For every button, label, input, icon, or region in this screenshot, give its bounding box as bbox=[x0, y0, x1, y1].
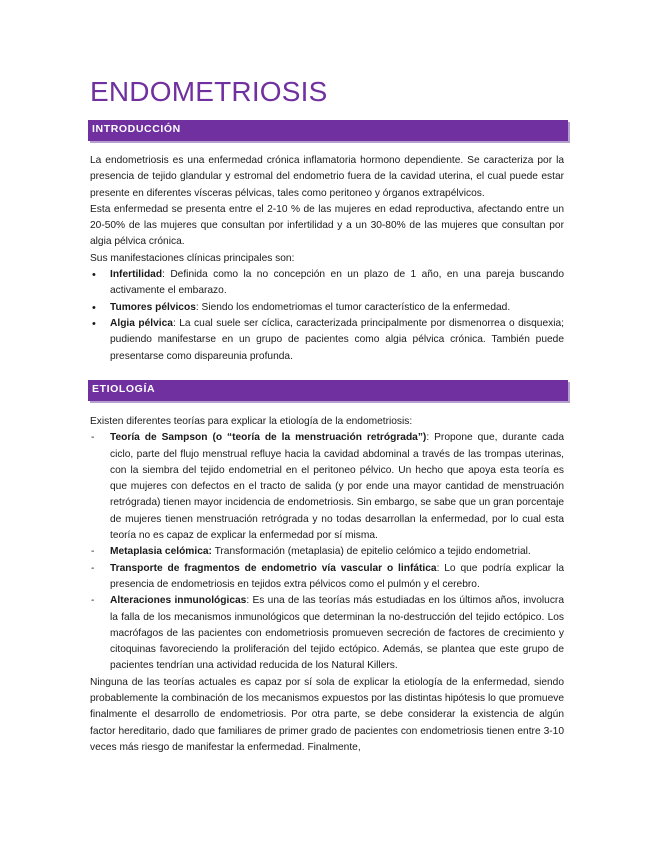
list-item-text: : La cual suele ser cíclica, caracterizada principalmente por dismenorrea o disquexia; pudiendo manifestarse en un grupo de pacientes como algia pélvica crónica. También puede presentarse como dispareunia profunda. bbox=[110, 317, 564, 362]
etiologia-paragraph-1: Existen diferentes teorías para explicar la etiología de la endometriosis: bbox=[90, 416, 413, 427]
list-item bbox=[90, 300, 564, 316]
section-heading-introduccion: INTRODUCCIÓN bbox=[88, 120, 568, 141]
list-item-text: Transformación (metaplasia) de epitelio celómico a tejido endometrial. bbox=[211, 546, 531, 558]
list-item bbox=[90, 316, 564, 365]
section-etiologia bbox=[90, 414, 564, 756]
list-item-term: Alteraciones inmunológicas bbox=[110, 595, 247, 607]
list-item bbox=[90, 430, 564, 544]
list-item-term: Algia pélvica bbox=[110, 317, 173, 329]
manifestations-list bbox=[90, 267, 564, 365]
list-item bbox=[90, 267, 564, 300]
list-item-term: Transporte de fragmentos de endometrio vía vascular o linfática bbox=[110, 562, 437, 574]
list-item-text: : Lo que podría explicar la presencia de endometriosis en tejidos extra pélvicos como el pulmón y el cerebro. bbox=[110, 562, 564, 590]
list-item-text: : Propone que, durante cada ciclo, parte del flujo menstrual refluye hacia la cavidad abdominal a través de las trompas uterinas, con la siembra del tejido endometrial en el peritoneo pélvico. Un hecho que apoya esta teoría es que mujeres con defectos en el tracto de salida (y por ende una mayor cantidad de menstruación retrógrada) tienen mayor incidencia de endometriosis. Sin embargo, se sabe que un gran porcentaje de mujeres tienen menstruación retrógrada y no todas desarrollan la enfermedad, por lo cual esta teoría no es capaz de explicar la enfermedad por sí misma. bbox=[110, 432, 565, 542]
list-item bbox=[90, 544, 564, 560]
list-item-term: Infertilidad bbox=[110, 269, 163, 281]
intro-paragraph-3: Sus manifestaciones clínicas principales son: bbox=[90, 252, 295, 264]
section-introduccion bbox=[90, 153, 564, 365]
page-title: ENDOMETRIOSIS bbox=[90, 76, 328, 107]
list-item-text: : Definida como la no concepción en un plazo de 1 año, en una pareja buscando activamente el embarazo. bbox=[110, 269, 564, 297]
section-heading-etiologia: ETIOLOGÍA bbox=[88, 380, 568, 401]
list-item-term: Metaplasia celómica: bbox=[110, 546, 212, 558]
list-item-text: : Siendo los endometriomas el tumor característico de la enfermedad. bbox=[195, 301, 511, 313]
list-item-text: : Es una de las teorías más estudiadas en los últimos años, involucra la falla de los mecanismos inmunológicos que determinan la no-destrucción del tejido ectópico. Los macrófagos de las pacientes con endometriosis promueven secreción de factores de crecimiento y citoquinas favoreciendo la proliferación del tejido ectópico. Además, se plantea que este grupo de pacientes tendrían una actividad reducida de los Natural Killers. bbox=[110, 595, 564, 672]
intro-paragraph-1: La endometriosis es una enfermedad crónica inflamatoria hormono dependiente. Se caracteriza por la presencia de tejido glandular y estromal del endometrio fuera de la cavidad uterina, el cual puede estar presente en diferentes vísceras pélvicas, tales como peritoneo y órganos extrapélvicos. bbox=[90, 155, 564, 199]
list-item-term: Teoría de Sampson (o “teoría de la menstruación retrógrada”) bbox=[110, 432, 427, 444]
theories-list bbox=[90, 430, 564, 674]
etiologia-paragraph-2: Ninguna de las teorías actuales es capaz por sí sola de explicar la etiología de la enfermedad, siendo probablemente la combinación de los mecanismos expuestos por las distintas hipótesis lo que promueve finalmente el desarrollo de endometriosis. Por otra parte, se debe considerar la existencia de algún factor hereditario, dado que familiares de primer grado de pacientes con endometriosis tienen entre 3-10 veces más riesgo de manifestar la enfermedad. Finalmente, bbox=[90, 676, 564, 753]
list-item bbox=[90, 593, 564, 674]
list-item-term: Tumores pélvicos bbox=[110, 301, 196, 313]
intro-paragraph-2: Esta enfermedad se presenta entre el 2-10 % de las mujeres en edad reproductiva, afectando entre un 20-50% de las mujeres que consultan por infertilidad y a un 30-80% de las mujeres que consultan por algia pélvica crónica. bbox=[90, 203, 564, 248]
list-item bbox=[90, 561, 564, 594]
